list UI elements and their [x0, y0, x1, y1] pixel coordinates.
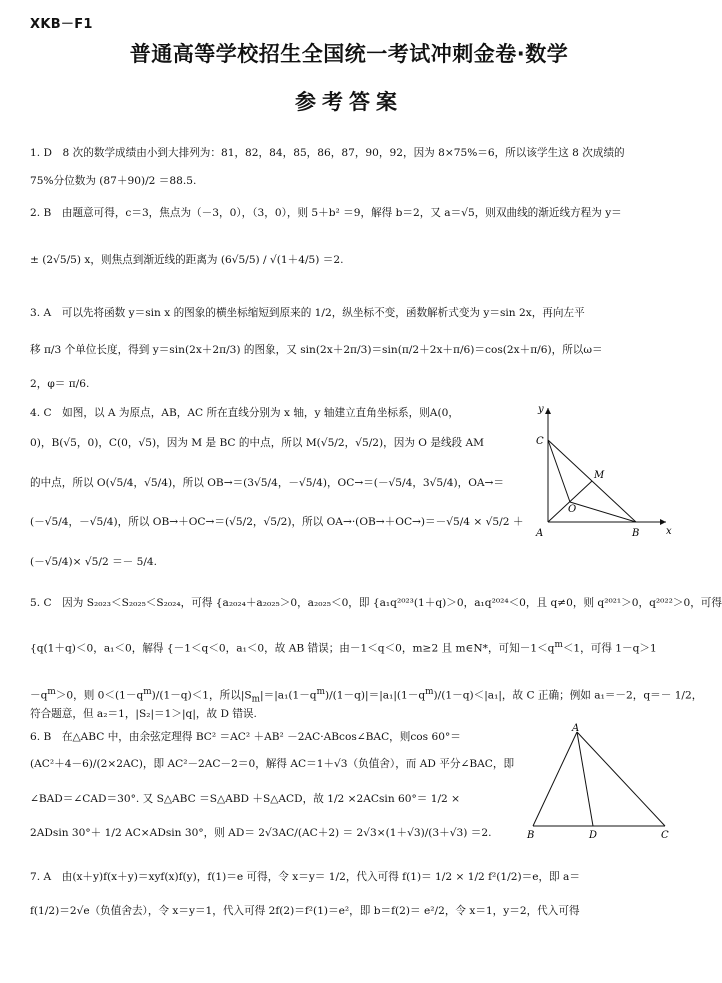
page-title: 普通高等学校招生全国统一考试冲刺金卷·数学 [129, 42, 569, 66]
figure-q4-label-m: M [594, 470, 605, 481]
answer-q4-line1: 4. C 如图，以 A 为原点，AB，AC 所在直线分别为 x 轴，y 轴建立直角坐标系，则A(0， [30, 407, 459, 419]
answer-q5-line4: 符合题意，但 a₂＝1，|S₂|＝1＞|q|，故 D 错误. [30, 708, 257, 720]
figure-q4-label-o: O [568, 504, 577, 515]
answer-q1-line2: 75%分位数为 (87＋90)/2 ＝88.5. [30, 175, 197, 187]
figure-q6-label-b: B [527, 830, 535, 841]
answer-q4-line2: 0)，B(√5，0)，C(0，√5)，因为 M 是 BC 的中点，所以 M(√5/2，√5/2)，因为 O 是线段 AM [30, 437, 484, 449]
answer-q5-line2: {q(1＋q)＜0，a₁＜0，解得 {－1＜q＜0，a₁＜0，故 AB 错误；由－1＜q＜0，m≥2 且 m∈N*，可知$-1<q^m<1$，可得 1－q＞1 [30, 640, 657, 655]
answer-q5-line1: 5. C 因为 S₂₀₂₃＜S₂₀₂₅＜S₂₀₂₄，可得 {a₂₀₂₄＋a₂₀₂₅＞0，a₂₀₂₅＜0，即 {a₁q²⁰²³(1＋q)＞0，a₁q²⁰²⁴＜0，且 q≠0，则 q²⁰²¹＞0，q²⁰²²＞0，可得 [30, 597, 722, 609]
figure-q4-label-c: C [536, 436, 544, 447]
answer-q4-line5: (－√5/4)× √5/2 ＝－ 5/4. [30, 556, 158, 568]
answer-q4-line3: 的中点，所以 O(√5/4，√5/4)，所以 OB→＝(3√5/4，－√5/4)，OC→＝(－√5/4，3√5/4)，OA→＝ [30, 477, 505, 489]
answer-q7-line2: f(1/2)＝2√e（负值舍去），令 x＝y＝1，代入可得 2f(2)＝f²(1)＝e²，即 b＝f(2)＝ e²/2，令 x＝1，y＝2，代入可得 [30, 905, 580, 917]
answer-q7-line1: 7. A 由(x＋y)f(x＋y)＝xyf(x)f(y)，f(1)＝e 可得，令 x＝y＝ 1/2，代入可得 f(1)＝ 1/2 × 1/2 f²(1/2)＝e，即 a＝ [30, 871, 580, 883]
answer-q3-line2: 移 π/3 个单位长度，得到 y＝sin(2x＋2π/3) 的图象，又 sin(2x＋2π/3)＝sin(π/2＋2x＋π/6)＝cos(2x＋π/6)，所以ω＝ [30, 344, 603, 356]
document-code: XKB－F1 [30, 17, 93, 32]
figure-q6-label-a: A [572, 723, 580, 734]
figure-q4-label-a: A [536, 528, 544, 539]
figure-q4-coordinate-diagram [530, 400, 672, 545]
answer-q6-line2: (AC²＋4－6)/(2×2AC)，即 AC²－2AC－2＝0，解得 AC＝1＋√3（负值舍），而 AD 平分∠BAC，即 [30, 758, 515, 770]
figure-q6-label-d: D [589, 830, 598, 841]
answer-q6-line4: 2ADsin 30°＋ 1/2 AC×ADsin 30°，则 AD＝ 2√3AC/(AC＋2) ＝ 2√3×(1＋√3)/(3＋√3) ＝2. [30, 827, 492, 839]
answer-q5-line3: $-q^m>0$，则 $0<(1-q^m)/(1-q)<1$，所以$|S_m|=|a_1(1-q^m)/(1-q)|=|a_1|(1-q^m)/(1-q)<|a_1|$，故 C 正确；例如 a₁＝－2，q＝－ 1/2， [30, 687, 703, 705]
figure-q6-triangle-diagram [525, 724, 675, 840]
figure-q4-label-b: B [632, 528, 640, 539]
answer-q3-line3: 2，φ＝ π/6. [30, 378, 90, 390]
answer-q6-line1: 6. B 在△ABC 中，由余弦定理得 BC² ＝AC² ＋AB² －2AC·ABcos∠BAC，则cos 60°＝ [30, 731, 461, 743]
figure-q4-axis-y: y [538, 404, 544, 415]
figure-q6-label-c: C [661, 830, 669, 841]
answer-q6-line3: ∠BAD＝∠CAD＝30°. 又 S△ABC ＝S△ABD ＋S△ACD，故 1/2 ×2ACsin 60°＝ 1/2 × [30, 793, 461, 805]
answer-q2-line2: ± (2√5/5) x，则焦点到渐近线的距离为 (6√5/5) / √(1＋4/5) ＝2. [30, 254, 344, 266]
page-subtitle: 参考答案 [295, 90, 403, 114]
answer-q3-line1: 3. A 可以先将函数 y＝sin x 的图象的横坐标缩短到原来的 1/2，纵坐标不变，函数解析式变为 y＝sin 2x，再向左平 [30, 307, 585, 319]
answer-q4-line4: (－√5/4，－√5/4)，所以 OB→＋OC→＝(√5/2，√5/2)，所以 OA→·(OB→＋OC→)＝－√5/4 × √5/2 ＋ [30, 516, 524, 528]
answer-q1-line1: 1. D 8 次的数学成绩由小到大排列为：81，82，84，85，86，87，90，92，因为 8×75%＝6，所以该学生这 8 次成绩的 [30, 147, 625, 159]
figure-q4-axis-x: x [666, 526, 672, 537]
answer-q2-line1: 2. B 由题意可得，c＝3，焦点为（－3，0），（3，0），则 5＋b² ＝9，解得 b＝2，又 a＝√5，则双曲线的渐近线方程为 y＝ [30, 207, 622, 219]
